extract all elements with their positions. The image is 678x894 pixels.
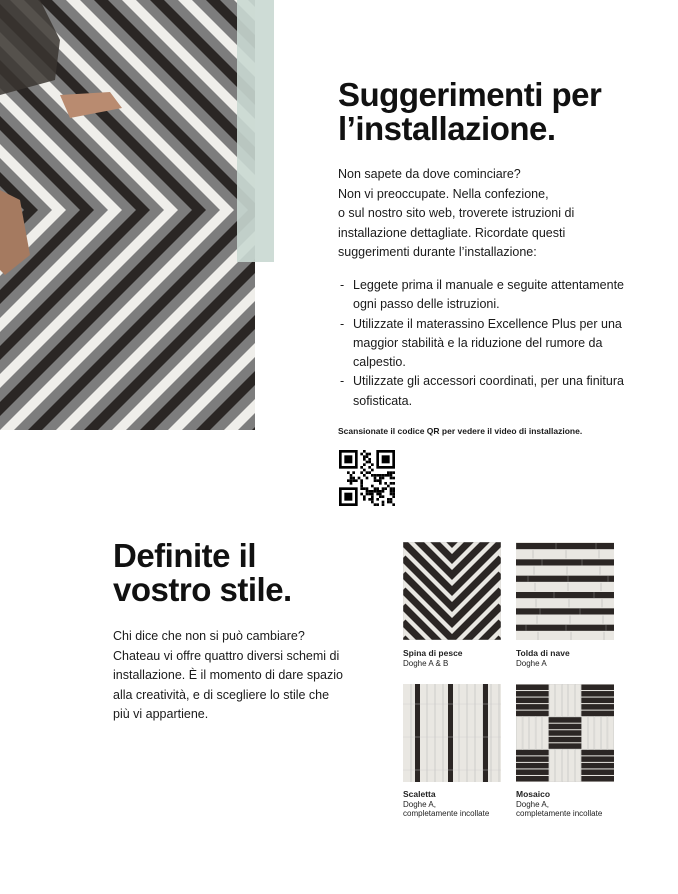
pattern-herringbone-caption: Spina di pesce Doghe A & B	[403, 648, 463, 668]
pattern-mosaic-tile	[516, 684, 614, 782]
tip-item: - Utilizzate il materassino Excellence Plus per una maggior stabilità e la riduzione del rumore da calpestio.	[338, 315, 638, 373]
qr-code-icon[interactable]	[339, 450, 395, 506]
installation-photo	[0, 0, 255, 430]
pattern-mosaic-caption: Mosaico Doghe A, completamente incollate	[516, 789, 603, 818]
tip-item: - Leggete prima il manuale e seguite attentamente ogni passo delle istruzioni.	[338, 276, 638, 315]
decorative-panel	[237, 0, 274, 262]
pattern-ladder-tile	[403, 684, 501, 782]
pattern-herringbone-tile	[403, 542, 501, 640]
pattern-deck-caption: Tolda di nave Doghe A	[516, 648, 570, 668]
pattern-deck-tile	[516, 542, 614, 640]
tip-item: - Utilizzate gli accessori coordinati, per una finitura sofisticata.	[338, 372, 638, 411]
style-body: Chi dice che non si può cambiare? Chateau vi offre quattro diversi schemi di installazione. È il momento di dare spazio alla creatività, e di scegliere lo stile che più vi appartiene.	[113, 629, 343, 721]
qr-caption: Scansionate il codice QR per vedere il video di installazione.	[338, 426, 583, 436]
installation-title: Suggerimenti per l’installazione.	[338, 76, 602, 147]
pattern-ladder-caption: Scaletta Doghe A, completamente incollate	[403, 789, 490, 818]
installation-tips	[338, 276, 638, 411]
style-title: Definite il vostro stile.	[113, 537, 292, 608]
installation-intro: Non sapete da dove cominciare? Non vi preoccupate. Nella confezione, o sul nostro sito web, troverete istruzioni di installazione dettagliate. Ricordate questi suggerimenti durante l’installazione:	[338, 167, 575, 259]
